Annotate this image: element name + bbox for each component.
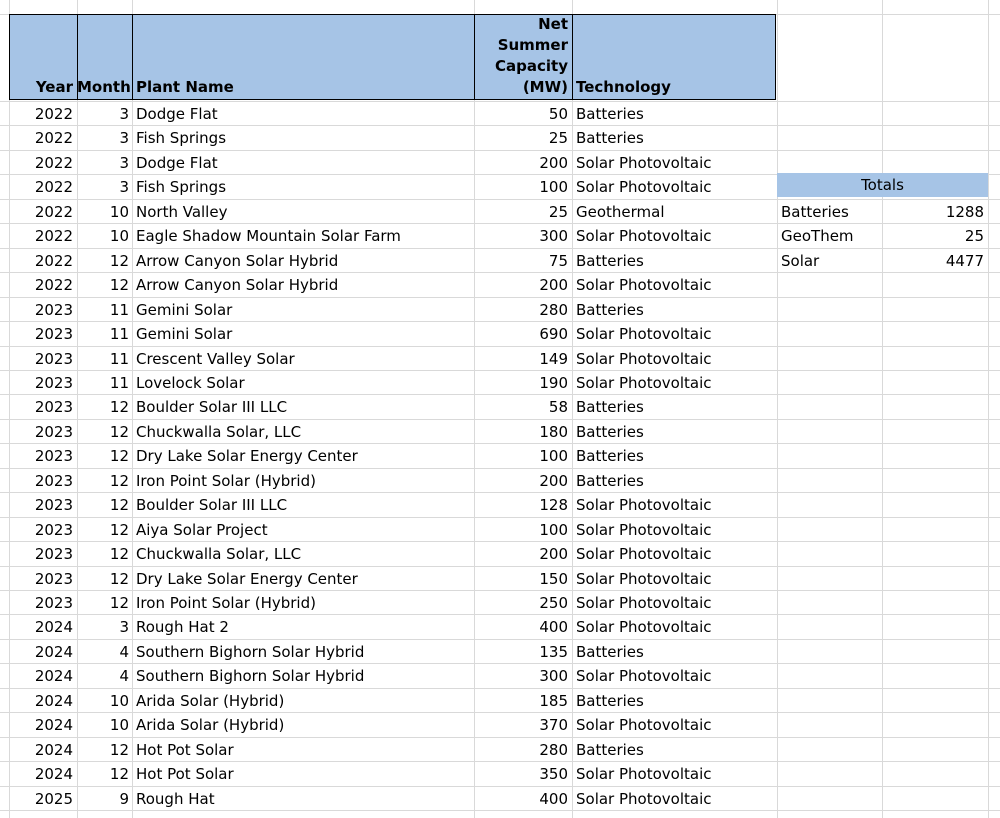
cell-technology[interactable]: Solar Photovoltaic xyxy=(576,374,712,392)
cell-month[interactable]: 12 xyxy=(109,594,129,612)
cell-plant-name[interactable]: Boulder Solar III LLC xyxy=(136,496,288,514)
cell-year[interactable]: 2024 xyxy=(34,618,73,636)
cell-month[interactable]: 12 xyxy=(109,398,129,416)
cell-year[interactable]: 2022 xyxy=(34,129,73,147)
cell-technology[interactable]: Solar Photovoltaic xyxy=(576,227,712,245)
cell-capacity[interactable]: 400 xyxy=(539,618,568,636)
cell-capacity[interactable]: 50 xyxy=(548,105,568,123)
cell-year[interactable]: 2023 xyxy=(34,545,73,563)
cell-year[interactable]: 2022 xyxy=(34,203,73,221)
cell-technology[interactable]: Batteries xyxy=(576,643,644,661)
grid-column-line xyxy=(572,0,573,818)
cell-capacity[interactable]: 300 xyxy=(539,667,568,685)
cell-year[interactable]: 2023 xyxy=(34,301,73,319)
cell-month[interactable]: 9 xyxy=(119,790,129,808)
cell-month[interactable]: 3 xyxy=(119,178,129,196)
cell-plant-name[interactable]: North Valley xyxy=(136,203,228,221)
cell-technology[interactable]: Batteries xyxy=(576,447,644,465)
cell-month[interactable]: 10 xyxy=(109,716,129,734)
cell-capacity[interactable]: 350 xyxy=(539,765,568,783)
cell-technology[interactable]: Geothermal xyxy=(576,203,665,221)
cell-technology[interactable]: Solar Photovoltaic xyxy=(576,618,712,636)
cell-year[interactable]: 2023 xyxy=(34,350,73,368)
cell-year[interactable]: 2022 xyxy=(34,227,73,245)
totals-label[interactable]: Batteries xyxy=(781,203,849,221)
cell-plant-name[interactable]: Hot Pot Solar xyxy=(136,741,234,759)
cell-year[interactable]: 2023 xyxy=(34,472,73,490)
cell-capacity[interactable]: 100 xyxy=(539,447,568,465)
grid-column-line xyxy=(988,0,989,818)
header-plant-name[interactable]: Plant Name xyxy=(136,78,234,96)
header-divider xyxy=(572,14,573,100)
cell-year[interactable]: 2022 xyxy=(34,105,73,123)
cell-plant-name[interactable]: Arida Solar (Hybrid) xyxy=(136,716,285,734)
cell-technology[interactable]: Batteries xyxy=(576,398,644,416)
cell-plant-name[interactable]: Arrow Canyon Solar Hybrid xyxy=(136,252,339,270)
cell-month[interactable]: 10 xyxy=(109,692,129,710)
cell-technology[interactable]: Batteries xyxy=(576,252,644,270)
totals-label[interactable]: GeoThem xyxy=(781,227,854,245)
cell-technology[interactable]: Solar Photovoltaic xyxy=(576,350,712,368)
cell-year[interactable]: 2023 xyxy=(34,325,73,343)
cell-plant-name[interactable]: Lovelock Solar xyxy=(136,374,245,392)
cell-month[interactable]: 12 xyxy=(109,496,129,514)
cell-capacity[interactable]: 75 xyxy=(548,252,568,270)
cell-month[interactable]: 4 xyxy=(119,667,129,685)
cell-year[interactable]: 2024 xyxy=(34,716,73,734)
cell-technology[interactable]: Solar Photovoltaic xyxy=(576,178,712,196)
cell-technology[interactable]: Batteries xyxy=(576,301,644,319)
cell-plant-name[interactable]: Hot Pot Solar xyxy=(136,765,234,783)
cell-plant-name[interactable]: Aiya Solar Project xyxy=(136,521,268,539)
cell-month[interactable]: 11 xyxy=(109,350,129,368)
cell-plant-name[interactable]: Dry Lake Solar Energy Center xyxy=(136,447,358,465)
cell-month[interactable]: 3 xyxy=(119,105,129,123)
cell-capacity[interactable]: 100 xyxy=(539,178,568,196)
cell-month[interactable]: 12 xyxy=(109,741,129,759)
header-capacity[interactable]: Net Summer Capacity (MW) xyxy=(495,15,568,96)
grid-column-line xyxy=(777,0,778,818)
cell-capacity[interactable]: 300 xyxy=(539,227,568,245)
cell-capacity[interactable]: 25 xyxy=(548,203,568,221)
totals-value[interactable]: 4477 xyxy=(945,252,984,270)
cell-capacity[interactable]: 185 xyxy=(539,692,568,710)
cell-technology[interactable]: Solar Photovoltaic xyxy=(576,545,712,563)
cell-technology[interactable]: Batteries xyxy=(576,105,644,123)
header-month[interactable]: Month xyxy=(77,78,131,96)
cell-year[interactable]: 2025 xyxy=(34,790,73,808)
cell-technology[interactable]: Solar Photovoltaic xyxy=(576,276,712,294)
cell-plant-name[interactable]: Gemini Solar xyxy=(136,325,233,343)
cell-year[interactable]: 2023 xyxy=(34,521,73,539)
cell-month[interactable]: 12 xyxy=(109,423,129,441)
cell-month[interactable]: 3 xyxy=(119,129,129,147)
cell-technology[interactable]: Solar Photovoltaic xyxy=(576,325,712,343)
cell-plant-name[interactable]: Dodge Flat xyxy=(136,105,218,123)
cell-month[interactable]: 12 xyxy=(109,765,129,783)
cell-year[interactable]: 2023 xyxy=(34,374,73,392)
cell-month[interactable]: 12 xyxy=(109,570,129,588)
cell-capacity[interactable]: 149 xyxy=(539,350,568,368)
cell-year[interactable]: 2023 xyxy=(34,447,73,465)
cell-technology[interactable]: Batteries xyxy=(576,741,644,759)
grid-column-line xyxy=(882,0,883,818)
cell-year[interactable]: 2022 xyxy=(34,276,73,294)
header-year[interactable]: Year xyxy=(35,78,73,96)
cell-plant-name[interactable]: Arida Solar (Hybrid) xyxy=(136,692,285,710)
cell-technology[interactable]: Batteries xyxy=(576,692,644,710)
header-technology[interactable]: Technology xyxy=(576,78,671,96)
cell-plant-name[interactable]: Crescent Valley Solar xyxy=(136,350,295,368)
cell-plant-name[interactable]: Dodge Flat xyxy=(136,154,218,172)
totals-header[interactable]: Totals xyxy=(777,173,988,197)
cell-technology[interactable]: Solar Photovoltaic xyxy=(576,570,712,588)
cell-technology[interactable]: Solar Photovoltaic xyxy=(576,496,712,514)
cell-capacity[interactable]: 128 xyxy=(539,496,568,514)
cell-month[interactable]: 10 xyxy=(109,227,129,245)
cell-technology[interactable]: Solar Photovoltaic xyxy=(576,521,712,539)
cell-technology[interactable]: Solar Photovoltaic xyxy=(576,154,712,172)
cell-capacity[interactable]: 280 xyxy=(539,741,568,759)
cell-year[interactable]: 2023 xyxy=(34,594,73,612)
cell-technology[interactable]: Solar Photovoltaic xyxy=(576,667,712,685)
cell-capacity[interactable]: 150 xyxy=(539,570,568,588)
cell-capacity[interactable]: 100 xyxy=(539,521,568,539)
cell-capacity[interactable]: 200 xyxy=(539,154,568,172)
cell-capacity[interactable]: 200 xyxy=(539,545,568,563)
cell-plant-name[interactable]: Southern Bighorn Solar Hybrid xyxy=(136,667,365,685)
cell-plant-name[interactable]: Fish Springs xyxy=(136,178,227,196)
cell-capacity[interactable]: 135 xyxy=(539,643,568,661)
cell-month[interactable]: 3 xyxy=(119,618,129,636)
cell-capacity[interactable]: 370 xyxy=(539,716,568,734)
cell-plant-name[interactable]: Iron Point Solar (Hybrid) xyxy=(136,594,316,612)
cell-plant-name[interactable]: Southern Bighorn Solar Hybrid xyxy=(136,643,365,661)
cell-year[interactable]: 2022 xyxy=(34,252,73,270)
cell-year[interactable]: 2024 xyxy=(34,741,73,759)
cell-month[interactable]: 3 xyxy=(119,154,129,172)
cell-capacity[interactable]: 400 xyxy=(539,790,568,808)
cell-year[interactable]: 2023 xyxy=(34,423,73,441)
cell-capacity[interactable]: 200 xyxy=(539,276,568,294)
cell-month[interactable]: 12 xyxy=(109,252,129,270)
cell-technology[interactable]: Batteries xyxy=(576,129,644,147)
cell-plant-name[interactable]: Gemini Solar xyxy=(136,301,233,319)
cell-technology[interactable]: Solar Photovoltaic xyxy=(576,716,712,734)
cell-plant-name[interactable]: Boulder Solar III LLC xyxy=(136,398,288,416)
cell-year[interactable]: 2023 xyxy=(34,398,73,416)
cell-capacity[interactable]: 180 xyxy=(539,423,568,441)
cell-plant-name[interactable]: Dry Lake Solar Energy Center xyxy=(136,570,358,588)
cell-technology[interactable]: Solar Photovoltaic xyxy=(576,594,712,612)
cell-capacity[interactable]: 250 xyxy=(539,594,568,612)
cell-technology[interactable]: Batteries xyxy=(576,423,644,441)
cell-capacity[interactable]: 690 xyxy=(539,325,568,343)
grid-column-line xyxy=(132,0,133,818)
cell-plant-name[interactable]: Fish Springs xyxy=(136,129,227,147)
cell-month[interactable]: 12 xyxy=(109,276,129,294)
cell-capacity[interactable]: 25 xyxy=(548,129,568,147)
cell-year[interactable]: 2022 xyxy=(34,178,73,196)
header-divider xyxy=(132,14,133,100)
cell-plant-name[interactable]: Rough Hat 2 xyxy=(136,618,229,636)
cell-capacity[interactable]: 280 xyxy=(539,301,568,319)
totals-label[interactable]: Solar xyxy=(781,252,820,270)
cell-technology[interactable]: Batteries xyxy=(576,472,644,490)
cell-year[interactable]: 2023 xyxy=(34,570,73,588)
cell-month[interactable]: 12 xyxy=(109,472,129,490)
cell-month[interactable]: 12 xyxy=(109,447,129,465)
cell-year[interactable]: 2024 xyxy=(34,692,73,710)
cell-month[interactable]: 12 xyxy=(109,521,129,539)
totals-value[interactable]: 25 xyxy=(964,227,984,245)
cell-month[interactable]: 12 xyxy=(109,545,129,563)
cell-year[interactable]: 2022 xyxy=(34,154,73,172)
cell-capacity[interactable]: 58 xyxy=(548,398,568,416)
cell-plant-name[interactable]: Arrow Canyon Solar Hybrid xyxy=(136,276,339,294)
cell-month[interactable]: 11 xyxy=(109,301,129,319)
cell-capacity[interactable]: 200 xyxy=(539,472,568,490)
cell-month[interactable]: 11 xyxy=(109,325,129,343)
cell-capacity[interactable]: 190 xyxy=(539,374,568,392)
cell-plant-name[interactable]: Rough Hat xyxy=(136,790,215,808)
cell-month[interactable]: 10 xyxy=(109,203,129,221)
cell-year[interactable]: 2023 xyxy=(34,496,73,514)
cell-plant-name[interactable]: Eagle Shadow Mountain Solar Farm xyxy=(136,227,401,245)
cell-plant-name[interactable]: Chuckwalla Solar, LLC xyxy=(136,545,302,563)
cell-month[interactable]: 11 xyxy=(109,374,129,392)
totals-value[interactable]: 1288 xyxy=(945,203,984,221)
cell-year[interactable]: 2024 xyxy=(34,643,73,661)
cell-technology[interactable]: Solar Photovoltaic xyxy=(576,790,712,808)
cell-month[interactable]: 4 xyxy=(119,643,129,661)
cell-plant-name[interactable]: Chuckwalla Solar, LLC xyxy=(136,423,302,441)
cell-year[interactable]: 2024 xyxy=(34,765,73,783)
cell-year[interactable]: 2024 xyxy=(34,667,73,685)
cell-technology[interactable]: Solar Photovoltaic xyxy=(576,765,712,783)
cell-plant-name[interactable]: Iron Point Solar (Hybrid) xyxy=(136,472,316,490)
